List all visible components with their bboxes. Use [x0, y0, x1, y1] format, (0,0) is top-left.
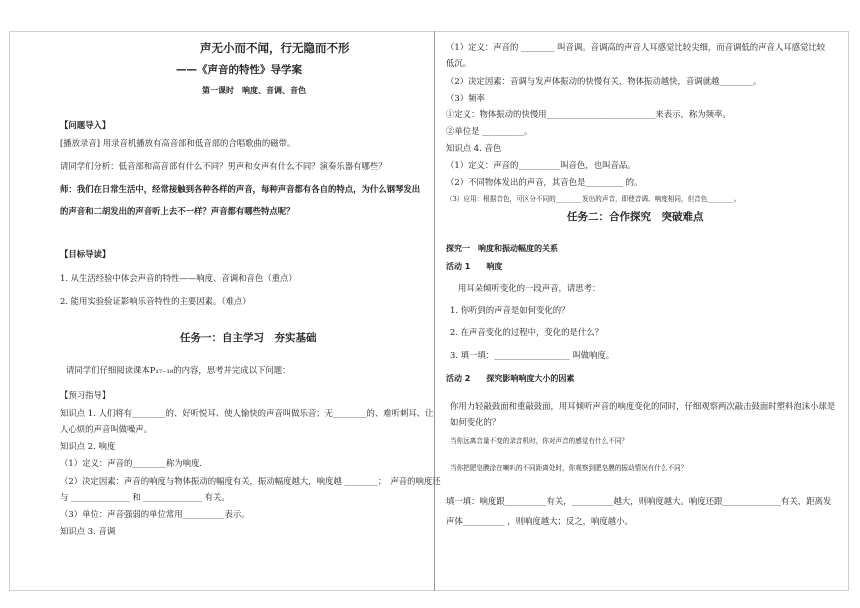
activity2-heading: 活动 2 探究影响响度大小的因素: [446, 374, 575, 383]
activity1-prompt: 用耳朵倾听变化的一段声音，请思考：: [458, 283, 601, 293]
pitch-factors: （2）决定因素：音调与发声体振动的快慢有关，物体振动越快，音调就越________。: [446, 76, 762, 86]
pitch-definition-b: 低沉。: [446, 58, 472, 68]
goal-item-2: 2. 能用实验验证影响乐音特性的主要因素。（难点）: [60, 296, 251, 306]
page-subtitle: ——《声音的特性》导学案: [176, 64, 302, 76]
explore1-heading: 探究一 响度和振动幅度的关系: [446, 244, 558, 253]
goal-item-1: 1. 从生活经验中体会声音的特性——响度、音调和音色（重点）: [60, 273, 297, 283]
question-2: 2. 在声音变化的过程中，变化的是什么？: [450, 327, 604, 337]
timbre-difference: （2）不同物体发出的声音，其音色是_________ 的。: [446, 177, 643, 187]
knowledge-point-1a: 知识点 1. 人们将有________的、好听悦耳、使人愉快的声音叫做乐音；无________的、难听刺耳、让: [60, 408, 434, 418]
question-1: 1. 你听到的声音是如何变化的？: [450, 305, 570, 315]
fill-in-a: 填一填：响度跟__________有关，__________越大，则响度越大。响度还跟______________有关，距离发: [446, 496, 832, 506]
pitch-definition-a: （1）定义：声音的 ________ 叫音调。音调高的声音人耳感觉比较尖细，而音调低的声音人耳感觉比较: [446, 42, 826, 52]
kp2-unit: （3）单位：声音强弱的单位常用__________表示。: [60, 509, 250, 519]
timbre-application: （3）应用：根据音色，可区分不同的________发出的声音，即使音调、响度相同，但音色________。: [446, 195, 741, 203]
frequency-heading: （3）频率: [446, 93, 485, 103]
knowledge-point-2: 知识点 2. 响度: [60, 441, 116, 451]
goals-heading: 【目标导读】: [60, 249, 111, 259]
intro-paragraph-2: 请同学们分析：低音部和高音部有什么不同？男声和女声有什么不同？演奏乐器有哪些？: [60, 161, 387, 171]
knowledge-point-1b: 人心烦的声音叫做噪声。: [60, 424, 153, 434]
knowledge-point-4: 知识点 4. 音色: [446, 143, 502, 153]
kp2-definition: （1）定义：声音的________称为响度.: [60, 458, 202, 468]
activity1-heading: 活动 1 响度: [446, 262, 503, 271]
activity2-question-1: 当你远离音量不变的录音机时，你对声音的感觉有什么不同？: [450, 437, 629, 445]
intro-paragraph-3a: 师：我们在日常生活中，经常接触到各种各样的声音，每种声音都有各自的特点，为什么钢琴发出: [60, 184, 421, 194]
frequency-definition: ①定义：物体振动的快慢用__________________________来表示，称为频率。: [446, 109, 731, 119]
kp2-factors-a: （2）决定因素：声音的响度与物体振动的幅度有关，振动幅度越大，响度越 ________； 声音的响度还: [60, 476, 441, 486]
frequency-unit: ②单位是 __________。: [446, 126, 533, 136]
read-prompt: 请同学们仔细阅读课本P₁₇₋₁₈的内容，思考并完成以下问题：: [66, 365, 291, 375]
page-title: 声无小而不闻，行无隐而不形: [200, 41, 350, 55]
activity2-question-2: 当你把肥皂膜涂在喇叭的不同距离处时，你观察到肥皂膜的振动情况有什么不同？: [450, 464, 688, 472]
task2-title: 任务二：合作探究 突破难点: [567, 211, 704, 223]
intro-paragraph-3b: 的声音和二胡发出的声音听上去不一样？声音都有哪些特点呢？: [60, 206, 295, 216]
intro-heading: 【问题导入】: [60, 120, 111, 130]
column-divider: [434, 31, 435, 591]
task1-title: 任务一：自主学习 夯实基础: [180, 332, 317, 344]
activity2-paragraph-a: 你用力轻敲鼓面和重敲鼓面，用耳倾听声音的响度变化的同时，仔细观察两次敲击鼓面时塑料泡沫小球是: [450, 401, 836, 411]
activity2-paragraph-b: 如何变化的？: [450, 417, 501, 427]
kp2-factors-b: 与 ______________ 和 ______________ 有关。: [60, 492, 230, 502]
lesson-label: 第一课时 响度、音调、音色: [202, 86, 306, 95]
knowledge-point-3: 知识点 3. 音调: [60, 526, 116, 536]
intro-paragraph-1: [播放录音] 用录音机播放有高音部和低音部的合唱歌曲的磁带。: [60, 138, 296, 148]
fill-in-b: 声体__________ ，则响度越大；反之，响度越小。: [446, 516, 633, 526]
preview-heading: 【预习指导】: [60, 390, 111, 400]
timbre-definition: （1）定义：声音的__________叫音色，也叫音品。: [446, 160, 636, 170]
question-3: 3. 填一填：__________________ 叫做响度。: [450, 350, 615, 360]
